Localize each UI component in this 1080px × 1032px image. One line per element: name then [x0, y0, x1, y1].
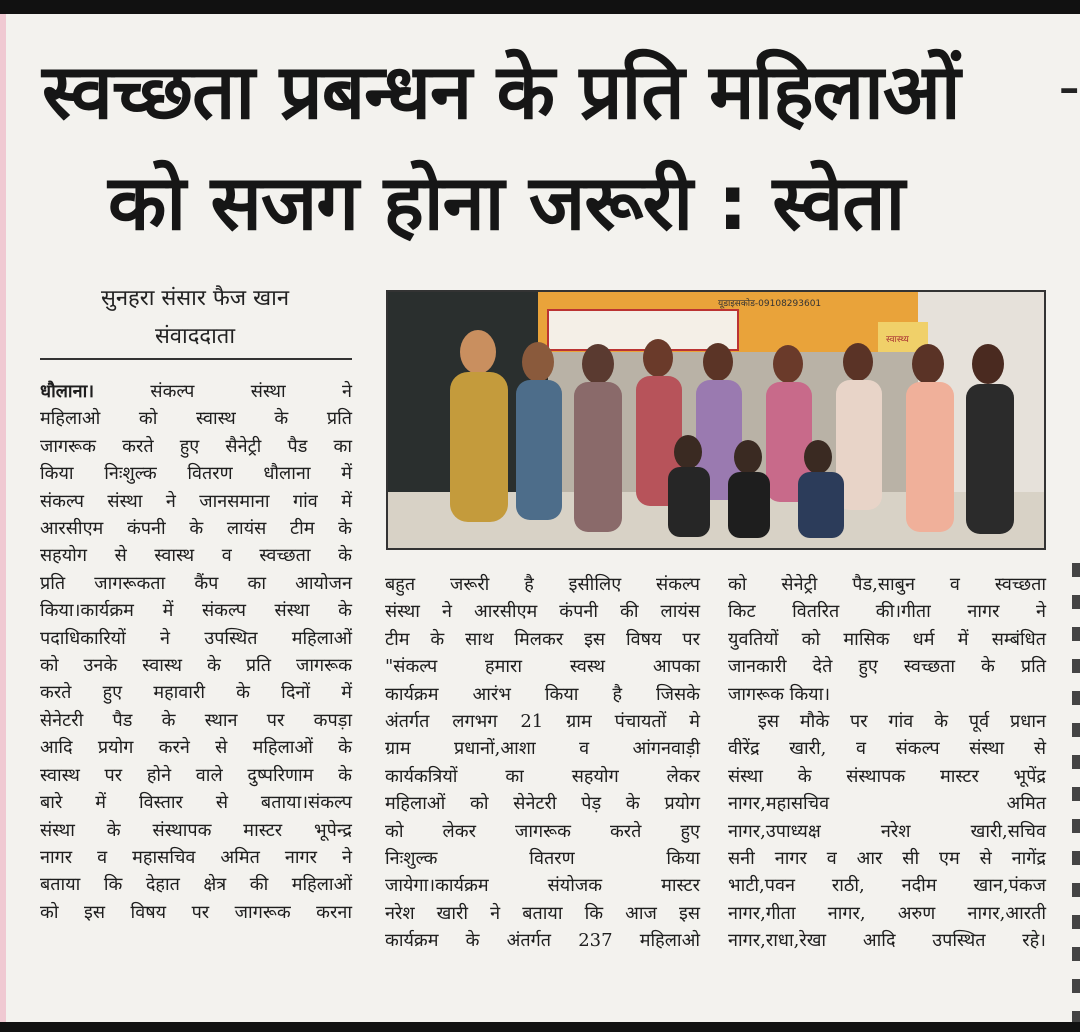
text-line: को लेकर जागरूक करते हुए — [385, 820, 700, 842]
text-line: भाटी,पवन राठी, नदीम खान,पंकज — [728, 875, 1046, 897]
photo-illustration — [388, 292, 1044, 548]
headline-line-1: स्वच्छता प्रबन्धन के प्रति महिलाओं — [42, 47, 960, 136]
text-line: स्वास्थ पर होने वाले दुष्परिणाम के — [40, 764, 352, 786]
text-line: सेनेटरी पैड के स्थान पर कपड़ा — [40, 709, 352, 731]
text-line: अंतर्गत लगभग 21 ग्राम पंचायतों मे — [385, 711, 700, 733]
adjacent-column-edge — [1070, 554, 1080, 1014]
text-line: करते हुए महावारी के दिनों में — [40, 682, 352, 704]
article-column-3 — [728, 571, 1046, 955]
text-line: सहयोग से स्वास्थ व स्वच्छता के — [40, 545, 352, 567]
text-line: संस्था के संस्थापक मास्टर भूपेंद्र — [728, 765, 1046, 787]
column-1-line-1 — [40, 378, 352, 405]
text-line: किया।कार्यक्रम में संकल्प संस्था के — [40, 600, 352, 622]
text-line: ग्राम प्रधानों,आशा व आंगनवाड़ी — [385, 738, 700, 760]
text-line: आदि प्रयोग करने से महिलाओं के — [40, 737, 352, 759]
byline-divider — [40, 358, 352, 360]
text-line: बताया कि देहात क्षेत्र की महिलाओं — [40, 874, 352, 896]
photo-sign-text: स्वास्थ्य — [886, 335, 909, 345]
text-line: प्रति जागरूकता कैंप का आयोजन — [40, 572, 352, 594]
cut-off-glyph: - — [1058, 52, 1080, 122]
text-line: कार्यकत्रियों का सहयोग लेकर — [385, 765, 700, 787]
text-line: बारे में विस्तार से बताया।संकल्प — [40, 792, 352, 814]
text-line: को इस विषय पर जागरूक करना — [40, 901, 352, 923]
text-line: महिलाओ को स्वास्थ के प्रति — [40, 408, 352, 430]
photo-banner-text: यूडाइसकोड-09108293601 — [718, 299, 822, 309]
text-line: जागरूक करते हुए सैनेट्री पैड का — [40, 435, 352, 457]
text-line: को सेनेट्री पैड,साबुन व स्वच्छता — [728, 574, 1046, 595]
text-line: नागर,गीता नागर, अरुण नागर,आरती — [728, 902, 1046, 924]
text-line: जायेगा।कार्यक्रम संयोजक मास्टर — [385, 875, 700, 897]
text-line: को उनके स्वास्थ के प्रति जागरूक — [40, 655, 352, 677]
text-line: सनी नागर व आर सी एम से नागेंद्र — [728, 848, 1046, 870]
text-line: नागर,उपाध्यक्ष नरेश खारी,सचिव — [728, 820, 1046, 842]
text-line: युवतियों को मासिक धर्म में सम्बंधित — [728, 628, 1046, 650]
text-line: इस मौके पर गांव के पूर्व प्रधान — [758, 711, 1046, 733]
text-line: किट वितरित की।गीता नागर ने — [728, 601, 1046, 623]
text-line: बहुत जरूरी है इसीलिए संकल्प — [385, 574, 700, 595]
newspaper-clipping — [0, 14, 1080, 1022]
text-line: महिलाओं को सेनेटरी पेड़ के प्रयोग — [385, 793, 700, 815]
byline-role: संवाददाता — [154, 324, 236, 349]
text-line: नरेश खारी ने बताया कि आज इस — [385, 902, 700, 924]
text-line: "संकल्प हमारा स्वस्थ आपका — [385, 656, 700, 678]
text-line: वीरेंद्र खारी, व संकल्प संस्था से — [728, 738, 1046, 760]
headline-line-2: को सजग होना जरूरी : स्वेता — [108, 158, 905, 247]
text-line: संस्था के संस्थापक मास्टर भूपेन्द्र — [40, 819, 352, 841]
text-line: जानकारी देते हुए स्वच्छता के प्रति — [728, 656, 1046, 678]
text-line: संकल्प संस्था ने — [150, 381, 352, 402]
text-line: किया निःशुल्क वितरण धौलाना में — [40, 463, 352, 485]
text-line: आरसीएम कंपनी के लायंस टीम के — [40, 518, 352, 540]
article-column-2 — [385, 571, 700, 955]
text-line: नागर व महासचिव अमित नागर ने — [40, 846, 352, 868]
text-line: जागरूक किया। — [728, 683, 831, 705]
people-group — [450, 330, 1014, 538]
text-line: नागर,राधा,रेखा आदि उपस्थित रहे। — [728, 930, 1046, 952]
text-line: पदाधिकारियों ने उपस्थित महिलाओं — [40, 627, 352, 649]
text-line: कार्यक्रम आरंभ किया है जिसके — [385, 683, 700, 705]
article-column-1 — [40, 378, 352, 926]
text-line: कार्यक्रम के अंतर्गत 237 महिलाओ — [385, 930, 700, 952]
text-line: टीम के साथ मिलकर इस विषय पर — [385, 628, 700, 650]
byline-name: सुनहरा संसार फैज खान — [100, 286, 290, 311]
text-line: नागर,महासचिव अमित — [728, 793, 1046, 815]
text-line: संकल्प संस्था ने जानसमाना गांव में — [40, 490, 352, 512]
event-photo — [386, 290, 1046, 550]
text-line: निःशुल्क वितरण किया — [385, 848, 700, 870]
dateline: धौलाना। — [40, 381, 95, 402]
text-line: संस्था ने आरसीएम कंपनी की लायंस — [385, 601, 700, 623]
